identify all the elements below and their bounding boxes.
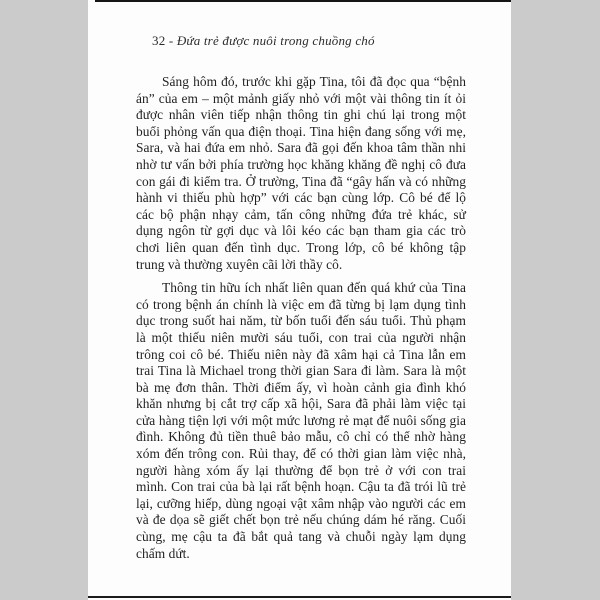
paragraph-2: Thông tin hữu ích nhất liên quan đến quá khứ của Tina có trong bệnh án chính là việc em đã từng bị lạm dụng tình dục trong suốt hai năm, từ bốn tuổi đến sáu tuổi. Thủ phạm là một thiếu niên mười sáu tuổi, con trai của người nhận trông coi cô bé. Thiếu niên này đã xâm hại cả Tina lẫn em trai Tina là Michael trong thời gian Sara đi làm. Sara là một bà mẹ đơn thân. Thời điểm ấy, vì hoàn cảnh gia đình khó khăn nhưng bị cắt trợ cấp xã hội, Sara đã phải làm việc tại cửa hàng tiện lợi với một mức lương rẻ mạt để nuôi sống gia đình. Không đủ tiền thuê bảo mẫu, cô chỉ có thể nhờ hàng xóm đến trông con. Rủi thay, để có thời gian làm việc nhà, người hàng xóm ấy lại thường để bọn trẻ ở với con trai mình. Con trai của bà lại rất bệnh hoạn. Cậu ta đã trói lũ trẻ lại, cưỡng hiếp, dùng ngoại vật xâm nhập vào người các em và đe dọa sẽ giết chết bọn trẻ nếu chúng dám hé răng. Cuối cùng, mẹ cậu ta đã bắt quả tang và chuỗi ngày lạm dụng chấm dứt. xyxy=(136,280,466,561)
running-header xyxy=(152,33,375,48)
book-page xyxy=(88,0,511,600)
chapter-title: Đứa trẻ được nuôi trong chuồng chó xyxy=(176,33,375,48)
page-top-edge-line xyxy=(95,0,511,2)
header-separator: - xyxy=(165,33,177,48)
page-bottom-edge-line xyxy=(88,596,511,598)
paragraph-1: Sáng hôm đó, trước khi gặp Tina, tôi đã đọc qua “bệnh án” của em – một mảnh giấy nhỏ với một vài thông tin ít ỏi được nhân viên tiếp nhận thông tin ghi chú lại trong một buổi phỏng vấn qua điện thoại. Tina hiện đang sống với mẹ, Sara, và hai đứa em nhỏ. Sara đã gọi đến khoa tâm thần nhi nhờ tư vấn bởi phía trường học khăng khăng đề nghị cô đưa con gái đi kiểm tra. Ở trường, Tina đã “gây hấn và có những hành vi thiếu phù hợp” với các bạn cùng lớp. Cô bé để lộ các bộ phận nhạy cảm, tấn công những đứa trẻ khác, sử dụng ngôn từ gợi dục và lôi kéo các bạn tham gia các trò chơi liên quan đến tình dục. Trong lớp, cô bé không tập trung và thường xuyên cãi lời thầy cô. xyxy=(136,74,466,272)
page-body xyxy=(136,74,466,562)
page-number: 32 xyxy=(152,33,166,48)
